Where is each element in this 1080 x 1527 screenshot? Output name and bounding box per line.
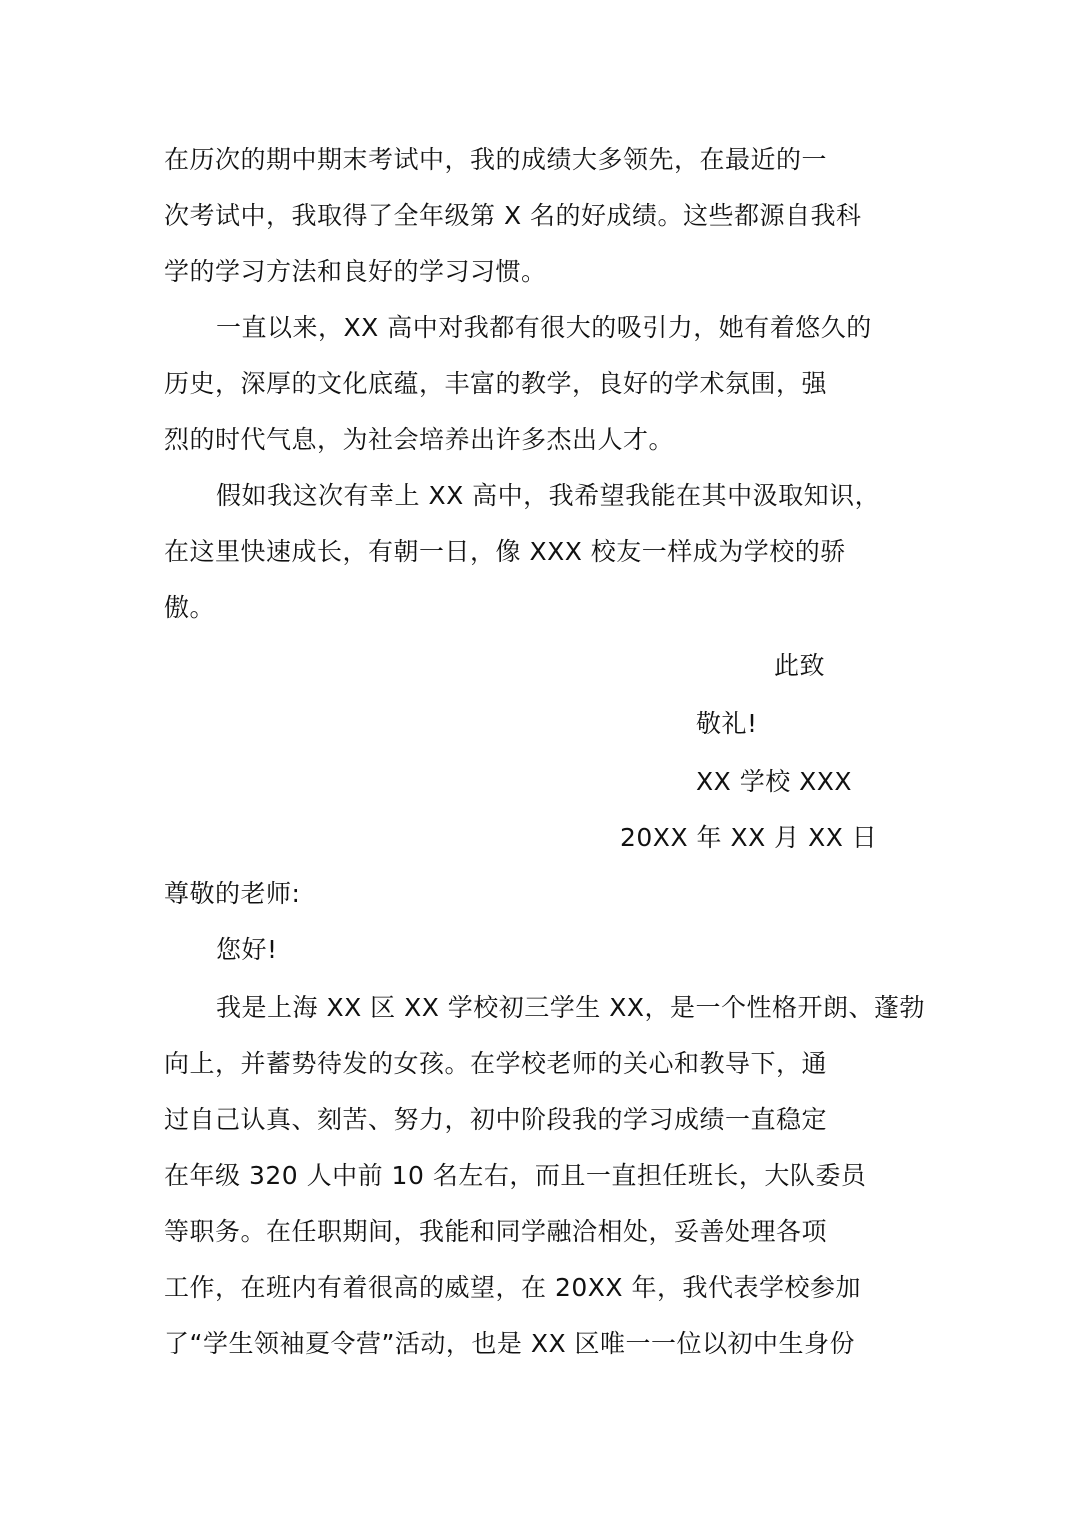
date-text: 20XX 年 XX 月 XX 日: [620, 823, 878, 852]
paragraph-line: 过自己认真、刻苦、努力，初中阶段我的学习成绩一直稳定: [164, 1105, 828, 1134]
paragraph-line: 历史，深厚的文化底蕴，丰富的教学，良好的学术氛围，强: [164, 369, 828, 398]
paragraph-line: 次考试中，我取得了全年级第 X 名的好成绩。这些都源自我科: [164, 201, 862, 230]
paragraph-line: 在年级 320 人中前 10 名左右，而且一直担任班长，大队委员: [164, 1161, 867, 1190]
paragraph-line: 工作，在班内有着很高的威望，在 20XX 年，我代表学校参加: [164, 1273, 861, 1302]
greeting-text: 您好!: [216, 935, 278, 964]
paragraph-line: 等职务。在任职期间，我能和同学融洽相处，妥善处理各项: [164, 1217, 828, 1246]
paragraph-line: 了“学生领袖夏令营”活动，也是 XX 区唯一一位以初中生身份: [164, 1329, 856, 1358]
closing-text: 此致: [774, 651, 826, 680]
paragraph-line: 我是上海 XX 区 XX 学校初三学生 XX，是一个性格开朗、蓬勃: [216, 993, 925, 1022]
paragraph-line: 一直以来，XX 高中对我都有很大的吸引力，她有着悠久的: [216, 313, 872, 342]
paragraph-line: 假如我这次有幸上 XX 高中，我希望我能在其中汲取知识，: [216, 481, 881, 510]
salute-text: 敬礼!: [696, 709, 758, 738]
paragraph-line: 在这里快速成长，有朝一日，像 XXX 校友一样成为学校的骄: [164, 537, 846, 566]
paragraph-line: 在历次的期中期末考试中，我的成绩大多领先，在最近的一: [164, 145, 828, 174]
paragraph-line: 烈的时代气息，为社会培养出许多杰出人才。: [164, 425, 675, 454]
paragraph-line: 学的学习方法和良好的学习习惯。: [164, 257, 547, 286]
salutation-text: 尊敬的老师:: [164, 879, 301, 908]
paragraph-line: 傲。: [164, 593, 216, 622]
signature-text: XX 学校 XXX: [696, 767, 853, 796]
paragraph-line: 向上，并蓄势待发的女孩。在学校老师的关心和教导下，通: [164, 1049, 828, 1078]
